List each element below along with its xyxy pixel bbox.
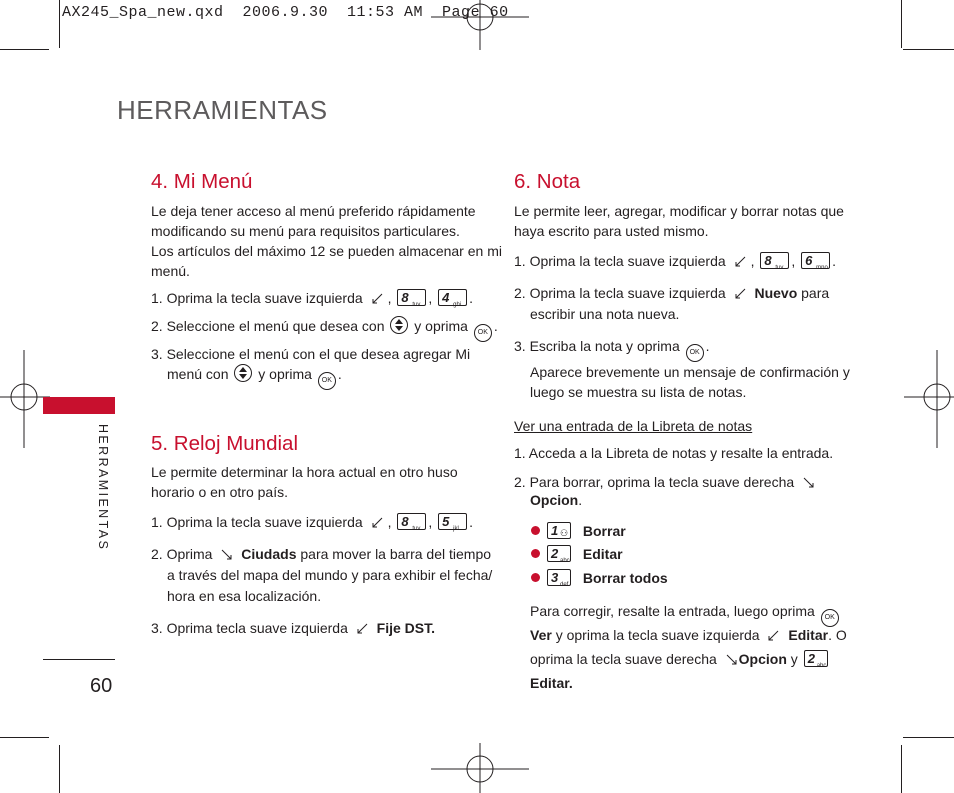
key-6-icon: 6 mno <box>801 252 830 269</box>
key-1-icon: 1 ⚇ <box>547 522 571 539</box>
step-2: 2. Oprima Ciudads para mover la barra del tiempo <box>151 546 492 562</box>
left-softkey-icon <box>733 254 748 269</box>
crop-mark <box>59 745 60 793</box>
key-2-icon: 2 abc <box>547 545 571 562</box>
bullet-icon <box>531 549 540 558</box>
ok-key-icon: OK <box>318 372 336 390</box>
step-1: 1. Oprima la tecla suave izquierda , 8 tuv , 5 jkl . <box>151 514 474 532</box>
key-4-icon: 4 ghi <box>438 289 467 306</box>
option-borrar-todos: 3 def Borrar todos <box>545 568 668 588</box>
left-softkey-icon <box>370 515 385 530</box>
step-2-cont: a través del mapa del mundo y para exhibir el fecha/ <box>167 567 493 583</box>
paragraph-line: horario o en otro país. <box>151 484 288 500</box>
step-1: 1. Oprima la tecla suave izquierda , 8 tuv , 4 ghi . <box>151 290 474 308</box>
step-1: 1. Oprima la tecla suave izquierda , 8 tuv , 6 mno . <box>514 253 837 271</box>
nav-key-icon <box>390 316 408 334</box>
option-borrar: 1 ⚇ Borrar <box>545 521 626 541</box>
subheading-ver-entrada: Ver una entrada de la Libreta de notas <box>514 418 753 434</box>
left-softkey-icon <box>355 621 370 636</box>
registration-mark-bottom <box>431 743 529 793</box>
key-8-icon: 8 tuv <box>397 513 426 530</box>
nav-key-icon <box>234 364 252 382</box>
paragraph-line: haya escrito para usted mismo. <box>514 223 709 239</box>
step-2-cont: Opcion. <box>530 492 583 508</box>
step-2: 2. Seleccione el menú que desea con y oprima OK . <box>151 316 498 342</box>
note-line: Para corregir, resalte la entrada, luego oprima OK <box>530 601 841 627</box>
right-softkey-icon <box>724 652 739 667</box>
ok-key-icon: OK <box>686 344 704 362</box>
section-heading-nota: 6. Nota <box>514 170 581 193</box>
left-softkey-icon <box>370 291 385 306</box>
step-1: 1. Acceda a la Libreta de notas y resalte la entrada. <box>514 445 834 461</box>
right-softkey-icon <box>801 475 816 490</box>
page-number-rule <box>43 659 115 660</box>
section-heading-mi-menu: 4. Mi Menú <box>151 170 253 193</box>
step-3: 3. Escriba la nota y oprima OK . <box>514 336 710 362</box>
paragraph-line: modificando su menú para requisitos particulares. <box>151 223 460 239</box>
crop-mark <box>0 49 49 50</box>
step-3-cont: Aparece brevemente un mensaje de confirmación y <box>530 364 850 380</box>
left-softkey-icon <box>733 286 748 301</box>
step-2: 2. Oprima la tecla suave izquierda Nuevo para <box>514 285 830 301</box>
crop-mark <box>0 737 49 738</box>
step-3-cont: luego se muestra su lista de notas. <box>530 384 747 400</box>
registration-mark-right <box>904 350 954 448</box>
page-number: 60 <box>90 675 113 697</box>
right-softkey-icon <box>219 547 234 562</box>
step-2-cont: hora en esa localización. <box>167 588 322 604</box>
paragraph-line: Le permite leer, agregar, modificar y borrar notas que <box>514 203 844 219</box>
step-text: 1. Oprima la tecla suave izquierda <box>151 290 363 306</box>
key-8-icon: 8 tuv <box>397 289 426 306</box>
ok-key-icon: OK <box>821 609 839 627</box>
step-3: 3. Seleccione el menú con el que desea agregar Mi <box>151 346 471 362</box>
file-slug: AX245_Spa_new.qxd 2006.9.30 11:53 AM Page 60 <box>62 4 509 21</box>
step-3-cont: menú con y oprima OK . <box>167 364 342 390</box>
left-softkey-icon <box>766 628 781 643</box>
paragraph-line: Le permite determinar la hora actual en otro huso <box>151 464 458 480</box>
crop-mark <box>903 737 954 738</box>
bullet-icon <box>531 526 540 535</box>
page-title: HERRAMIENTAS <box>117 95 328 125</box>
crop-mark <box>901 0 902 48</box>
bullet-icon <box>531 573 540 582</box>
key-5-icon: 5 jkl <box>438 513 467 530</box>
ok-key-icon: OK <box>474 324 492 342</box>
key-8-icon: 8 tuv <box>760 252 789 269</box>
side-tab-label: HERRAMIENTAS <box>96 424 110 552</box>
section-heading-reloj: 5. Reloj Mundial <box>151 432 298 455</box>
paragraph-line: Los artículos del máximo 12 se pueden almacenar en mi <box>151 243 502 259</box>
paragraph-line: Le deja tener acceso al menú preferido rápidamente <box>151 203 476 219</box>
key-3-icon: 3 def <box>547 569 571 586</box>
paragraph-line: menú. <box>151 263 190 279</box>
note-line: oprima la tecla suave derecha Opcion y 2 abc <box>530 651 827 669</box>
crop-mark <box>901 745 902 793</box>
option-editar: 2 abc Editar <box>545 544 623 564</box>
note-line: Editar. <box>530 675 573 691</box>
crop-mark <box>59 0 60 48</box>
note-line: Ver y oprima la tecla suave izquierda Editar. O <box>530 627 847 643</box>
crop-mark <box>903 49 954 50</box>
step-3: 3. Oprima tecla suave izquierda Fije DST. <box>151 620 436 636</box>
side-tab-bar <box>43 397 115 414</box>
step-2: 2. Para borrar, oprima la tecla suave derecha <box>514 472 819 492</box>
step-2-cont: escribir una nota nueva. <box>530 306 680 322</box>
key-2-icon: 2 abc <box>804 650 828 667</box>
